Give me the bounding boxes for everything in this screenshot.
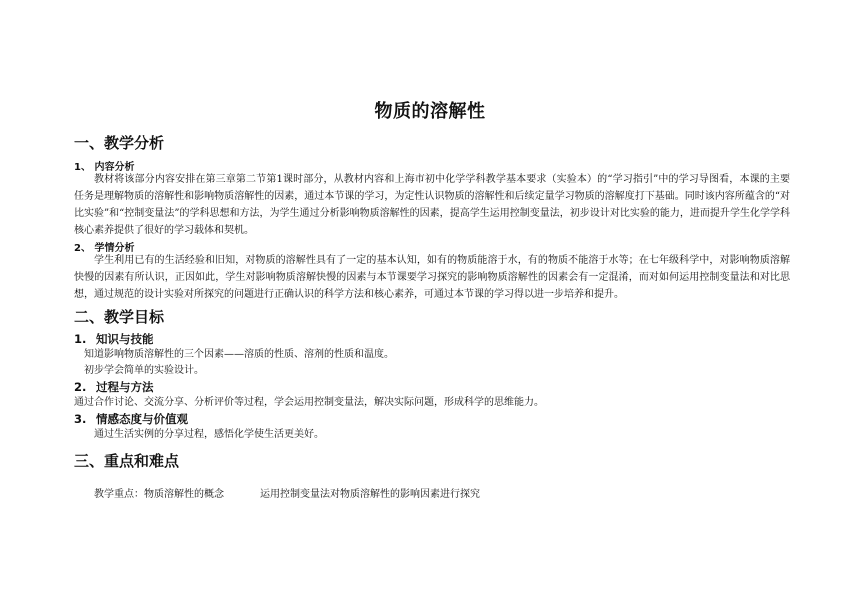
subheading-content-analysis: 1、 内容分析 (74, 162, 135, 173)
paragraph-student-analysis: 学生利用已有的生活经验和旧知，对物质的溶解性具有了一定的基本认知，如有的物质能溶于水，有的物质不能溶于水等；在七年级科学中，对影响物质溶解快慢的因素有所认识，正因如此，学生对影响物质溶解快慢的因素与本节课要学习探究的影响物质溶解性的因素会有一定混淆，而对如何运用控制变量法和对比思想，通过规范的设计实验对所探究的问题进行正确认识的科学方法和核心素养，可通过本节课的学习得以进一步培养和提升。 (74, 255, 790, 300)
subheading-student-analysis: 2、 学情分析 (74, 243, 135, 254)
goal-title: 知识与技能 (96, 332, 154, 346)
section-heading-teaching-analysis: 一、教学分析 (74, 134, 165, 152)
goal-process-line-1: 通过合作讨论、交流分享、分析评价等过程，学会运用控制变量法，解决实际问题，形成科学的思维能力。 (74, 397, 544, 408)
goal-title: 情感态度与价值观 (96, 412, 188, 426)
goal-heading-process (74, 379, 154, 395)
key-points-line (94, 488, 480, 502)
focus-text: 运用控制变量法对物质溶解性的影响因素进行探究 (260, 489, 480, 500)
focus-label: 教学重点：物质溶解性的概念 (94, 489, 224, 500)
goal-knowledge-line-1: 知道影响物质溶解性的三个因素——溶质的性质、溶剂的性质和温度。 (84, 349, 394, 360)
goal-number: 2. (74, 380, 87, 394)
section-heading-teaching-goals: 二、教学目标 (74, 308, 165, 326)
section-heading-key-points: 三、重点和难点 (74, 452, 180, 470)
goal-title: 过程与方法 (96, 380, 154, 394)
goal-attitude-line-1: 通过生活实例的分享过程，感悟化学使生活更美好。 (94, 429, 324, 440)
goal-number: 1. (74, 332, 87, 346)
goal-heading-attitude (74, 411, 188, 427)
goal-number: 3. (74, 412, 87, 426)
document-title: 物质的溶解性 (374, 101, 486, 122)
paragraph-content-analysis: 教材将该部分内容安排在第三章第二节第1课时部分，从教材内容和上海市初中化学学科教学基本要求（实验本）的“学习指引”中的学习导图看，本课的主要任务是理解物质的溶解性和影响物质溶解性的因素，通过本节课的学习，为定性认识物质的溶解性和后续定量学习物质的溶解度打下基础。同时该内容所蕴含的“对比实验”和“控制变量法”的学科思想和方法，为学生通过分析影响物质溶解性的因素，提高学生运用控制变量法，初步设计对比实验的能力，进而提升学生化学学科核心素养提供了很好的学习载体和契机。 (74, 174, 790, 236)
goal-knowledge-line-2: 初步学会简单的实验设计。 (84, 365, 204, 376)
goal-heading-knowledge (74, 331, 154, 347)
